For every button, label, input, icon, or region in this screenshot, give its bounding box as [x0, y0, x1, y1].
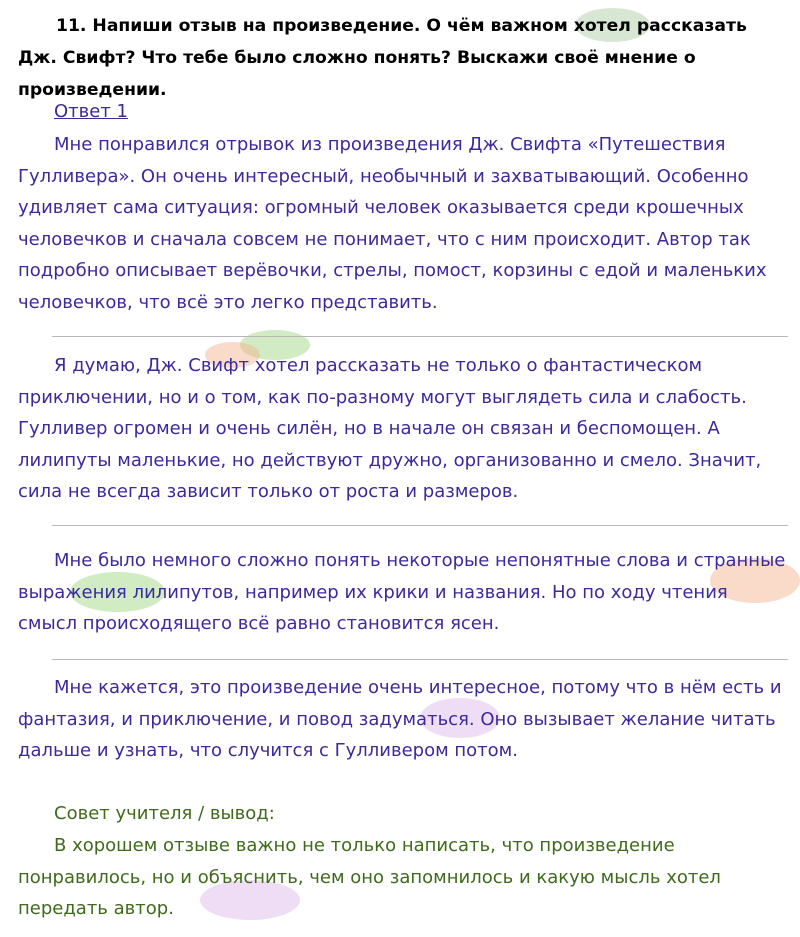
answer-paragraph-4: Мне кажется, это произведение очень интересное, потому что в нём есть и фантазия, и приключение, и повод задуматься. Оно вызывает желание читать дальше и узнать, что случится с Гулливером потом.: [18, 677, 782, 761]
answer-paragraph-3: Мне было немного сложно понять некоторые непонятные слова и странные выражения лилипутов, например их крики и названия. Но по ходу чтения смысл происходящего всё равно становится ясен.: [18, 550, 786, 634]
answer-paragraph-2: Я думаю, Дж. Свифт хотел рассказать не только о фантастическом приключении, но и о том, как по-разному могут выглядеть сила и слабость. Гулливер огромен и очень силён, но в начале он связан и беспомощен. А лилипуты маленькие, но действуют дружно, организованно и смело. Значит, сила не всегда зависит только от роста и размеров.: [18, 355, 762, 502]
divider: [52, 525, 788, 526]
advice-text: В хорошем отзыве важно не только написать, что произведение понравилось, но и объяснить, чем оно запомнилось и какую мысль хотел передать автор.: [18, 835, 721, 919]
answer-label: Ответ 1: [54, 101, 128, 122]
divider: [52, 336, 788, 337]
advice-label: Совет учителя / вывод:: [54, 803, 275, 824]
answer-paragraph-1: Мне понравился отрывок из произведения Дж. Свифта «Путешествия Гулливера». Он очень интересный, необычный и захватывающий. Особенно удивляет сама ситуация: огромный человек оказывается среди крошечных человечков и сначала совсем не понимает, что с ним происходит. Автор так подробно описывает верёвочки, стрелы, помост, корзины с едой и маленьких человечков, что всё это легко представить.: [18, 134, 767, 313]
task-text: 11. Напиши отзыв на произведение. О чём важном хотел рассказать Дж. Свифт? Что тебе было сложно понять? Выскажи своё мнение о произведении.: [18, 16, 747, 100]
divider: [52, 659, 788, 660]
